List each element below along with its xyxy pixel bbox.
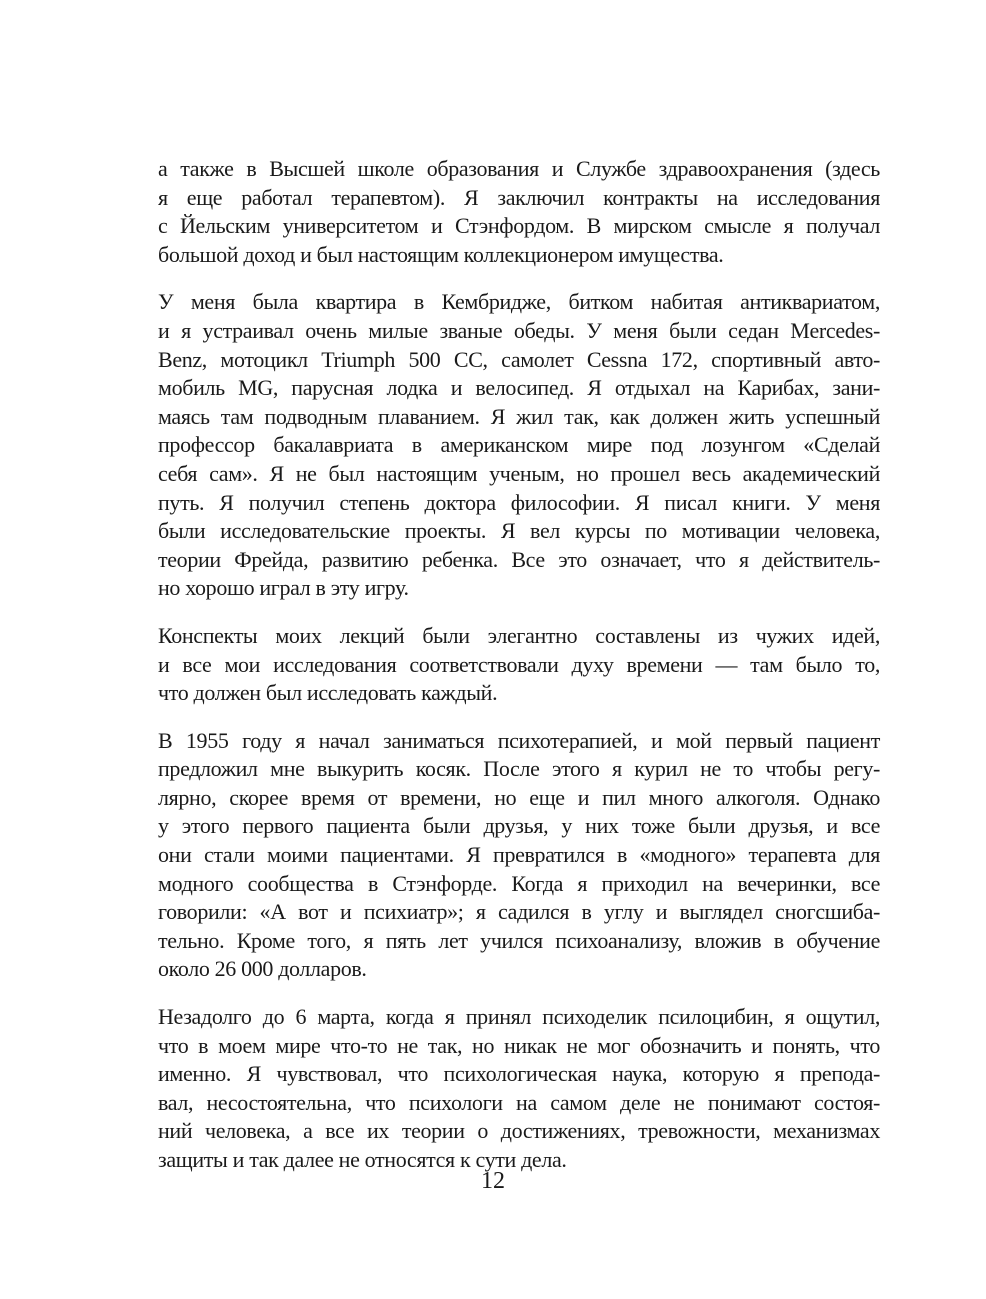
text-line: я еще работал терапевтом). Я заключил контракты на исследования	[158, 184, 880, 210]
text-line: путь. Я получил степень доктора философии. Я писал книги. У меня	[158, 489, 880, 515]
paragraph-3	[158, 622, 880, 708]
text-line: а также в Высшей школе образования и Службе здравоохранения (здесь	[158, 156, 880, 181]
text-line: У меня была квартира в Кембридже, битком набитая антиквариатом,	[158, 289, 880, 315]
paragraph-1	[158, 155, 880, 269]
text-line: профессор бакалавриата в американском мире под лозунгом «Сделай	[158, 432, 880, 458]
page-body	[158, 155, 880, 1194]
text-line: говорили: «А вот и психиатр»; я садился в углу и выглядел сногсшиба-	[158, 899, 880, 925]
text-line: но хорошо играл в эту игру.	[158, 575, 409, 601]
text-line: ний человека, а все их теории о достижениях, тревожности, механизмах	[158, 1118, 880, 1144]
paragraph-2	[158, 288, 880, 603]
text-line: В 1955 году я начал заниматься психотерапией, и мой первый пациент	[158, 727, 880, 753]
text-line: с Йельским университетом и Стэнфордом. В мирском смысле я получал	[158, 213, 880, 239]
text-line: маясь там подводным плаванием. Я жил так, как должен жить успешный	[158, 403, 880, 429]
text-line: предложил мне выкурить косяк. После этого я курил не то чтобы регу-	[158, 756, 880, 782]
paragraph-4	[158, 727, 880, 984]
text-line: большой доход и был настоящим коллекционером имущества.	[158, 241, 724, 267]
paragraph-5	[158, 1003, 880, 1175]
text-line: были исследовательские проекты. Я вел курсы по мотивации человека,	[158, 518, 880, 544]
text-line: тельно. Кроме того, я пять лет учился психоанализу, вложив в обучение	[158, 927, 880, 953]
text-line: Незадолго до 6 марта, когда я принял психоделик псилоцибин, я ощутил,	[158, 1004, 880, 1030]
text-line: что в моем мире что-то не так, но никак не мог обозначить и понять, что	[158, 1032, 880, 1058]
page-number: 12	[481, 1168, 505, 1194]
text-line: и я устраивал очень милые званые обеды. У меня были седан Mercedes-	[158, 317, 880, 343]
text-line: и все мои исследования соответствовали духу времени — там было то,	[158, 651, 880, 677]
text-line: лярно, скорее время от времени, но еще и пил много алкоголя. Однако	[158, 784, 880, 810]
text-line: вал, несостоятельна, что психологи на самом деле не понимают состоя-	[158, 1089, 880, 1115]
text-line: они стали моими пациентами. Я превратился в «модного» терапевта для	[158, 842, 880, 868]
text-line: защиты и так далее не относятся к сути дела.	[158, 1147, 567, 1172]
text-line: что должен был исследовать каждый.	[158, 680, 498, 706]
text-line: мобиль MG, парусная лодка и велосипед. Я отдыхал на Карибах, зани-	[158, 375, 880, 401]
text-line: около 26 000 долларов.	[158, 956, 367, 982]
text-line: теории Фрейда, развитию ребенка. Все это означает, что я действитель-	[158, 546, 880, 572]
text-line: именно. Я чувствовал, что психологическая наука, которую я препода-	[158, 1061, 880, 1087]
text-line: Benz, мотоцикл Triumph 500 CC, самолет Cessna 172, спортивный авто-	[158, 346, 880, 372]
text-line: у этого первого пациента были друзья, у них тоже были друзья, и все	[158, 813, 880, 839]
text-line: Конспекты моих лекций были элегантно составлены из чужих идей,	[158, 622, 880, 648]
text-line: модного сообщества в Стэнфорде. Когда я приходил на вечеринки, все	[158, 870, 880, 896]
text-line: себя сам». Я не был настоящим ученым, но прошел весь академический	[158, 460, 880, 486]
